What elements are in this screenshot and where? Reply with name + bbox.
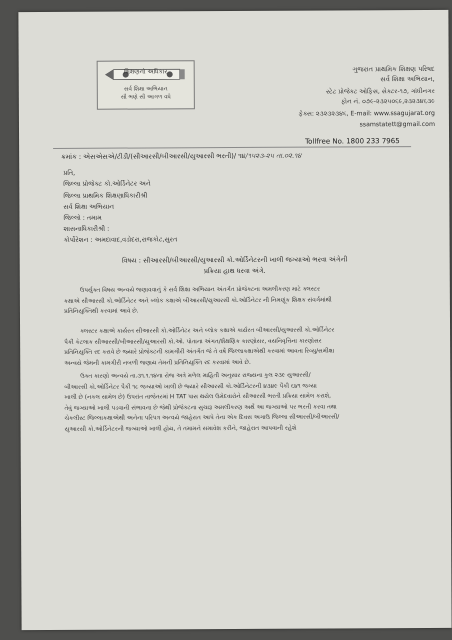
letter-page xyxy=(18,10,451,630)
reference-number xyxy=(61,152,301,162)
header-fax-email: ફેક્સ: ૨૩૨૩૨૩૪૬, E-mail: www.ssagujarat.org xyxy=(298,109,435,118)
logo-tagline: સૌ ભણે સૌ આગળ વધે xyxy=(120,94,171,101)
paragraph-1 xyxy=(64,284,416,318)
address-line: પ્રતિ, xyxy=(63,168,76,177)
header-phone: ફોન નં. ૦૭૯-૨૩૨૫૦૬૯,૨૩૨૩૪૬૩૯ xyxy=(340,97,435,106)
logo-subtitle: સર્વ શિક્ષા અભિયાન xyxy=(123,86,168,93)
paragraph-line: યુઆરસી કો.ઓર્ડિનેટરની જગ્યાઓ ખાલી હોય, તે તમામને સમાવેશ કરીને, જાહેરાત આપવાની રહેશે xyxy=(64,425,297,433)
address-line: જિલ્લા પ્રોજેક્ટ કો.ઓર્ડિનેટર અને xyxy=(63,179,151,188)
header-line-1: ગુજરાત પ્રાથમિક શિક્ષણ પરિષદ xyxy=(352,64,435,74)
logo-text: શિક્ષણનો અધિકાર xyxy=(123,68,168,76)
address-line: શાસનાધિકારીશ્રી : xyxy=(63,224,110,233)
paragraph-line: પૈકી કેટલાક સીઆરસી/બીઆરસી/યુઆરસી કો.ઓ. પોતાના અંગત/શૈક્ષણિક કારણોસર, વયનિવૃત્તિના કારણોસર xyxy=(64,338,322,346)
paragraph-line: અન્વયે જેમની કામગીરી નબળી જણાય તેમની પ્રતિનિયુક્તિ રદ કરવામાં આવે છે. xyxy=(64,359,251,367)
header-email: ssamstatett@gmail.com xyxy=(359,120,435,129)
address-line: કોર્પોરેશન : અમદાવાદ,વડોદરા,રાજકોટ,સુરત xyxy=(63,235,178,244)
header-line-2: સર્વ શિક્ષા અભિયાન, xyxy=(380,74,435,84)
reference-label: ક્રમાંક : એસએસએ/ટીડી/(સીઆરસી/બીઆરસી/યુઆરસી ભરતી)/ ૧૪ xyxy=(61,151,246,161)
address-line: જિલ્લો : તમામ xyxy=(63,213,102,222)
ssa-logo xyxy=(97,60,195,110)
address-line: જિલ્લા પ્રાથમિક શિક્ષણાધિકારીશ્રી xyxy=(63,191,148,200)
paragraph-line: બીઆરસી કો.ઓર્ડિનેટર પૈકી ૧૮ જગ્યાઓ ખાલી છે જ્યારે સીઆરસી કો.ઓર્ડિનેટરની ૪૩૪૯ પૈકી ૬૪૧ જગ્યા xyxy=(64,383,317,391)
header-rule xyxy=(53,146,411,149)
paragraph-3 xyxy=(64,370,416,435)
subject-line: વિષય : સીઆરસી/બીઆરસી/યુઆરસી કો.ઓર્ડિનેટરની ખાલી જગ્યાઓ ભરવા અંગેની xyxy=(121,255,348,265)
paragraph-line: ચેકલીસ્ટ જિલ્લાકક્ષાએથી અનેના પરિપત્ર અન્વયે જાહેરાત આપે તેના એક દિવસ અગાઉ જિલ્લા સીઆરસી/બીઆરસી/ xyxy=(64,414,340,423)
paragraph-line: તેવું જગ્યાઓ ખાલી પડવાની સંભાવના છે જેથી પ્રોજેક્ટના સુચારૂ અમલીકરણ અર્થે આ જગ્યાઓ પર ભરતી કરવા તથા xyxy=(64,404,337,412)
paragraph-line: ખાલી છે (નકલ સામેલ છે) ઉપરાંત તાજેતરમાં H TAT પાસ થયેલ ઉમેદવારોને સીઆરસી ભરતી પ્રક્રિયા સામેલ કરાશે, xyxy=(64,393,331,402)
paragraph-2 xyxy=(64,325,416,369)
reference-handwritten: /૧૫૨૩-૨૫ તા.૦૨.૧૪ xyxy=(245,151,302,160)
paragraph-line: ઉક્ત કારણો અન્વયે તા.૩૧.૧.૧૪ના રોજ અત્રે મળેલ માહિતી અનુસાર રાજ્યના કુલ ૨૩૯ યુઆરસી/ xyxy=(80,372,311,380)
paragraph-line: પ્રતિનિયુક્તિથી કરવામાં આવે છે. xyxy=(63,308,139,316)
subject-line: પ્રક્રિયા હાથ ધરવા અંગે. xyxy=(203,266,266,276)
address-line: સર્વ શિક્ષા અભિયાન xyxy=(63,202,115,211)
header-line-3: સ્ટેટ પ્રોજેક્ટ ઓફિસ, સેક્ટર-૧૭, ગાંધીનગર xyxy=(325,87,435,96)
paragraph-line: ક્લસ્ટર કક્ષાએ કાર્યરત સીઆરસી કો.ઓર્ડિનેટર અને બ્લોક કક્ષાએ કાર્યરત બીઆરસી/યુઆરસી કો.ઓર્ડિનેટર xyxy=(80,327,335,335)
paragraph-line: પ્રતિનિયુક્તિ રદ કરાવે છે જ્યારે પ્રોજેક્ટની કામગીરી અંતર્ગત જે તે વર્ષે જિલ્લાકક્ષાએથી કરવામાં આવતા રિવ્યુ/સમીક્ષા xyxy=(64,348,335,357)
paragraph-line: ઉપર્યુક્ત વિષય અન્વયે જણાવવાનું કે સર્વ શિક્ષા અભિયાન અંતર્ગત પ્રોજેક્ટના અમલીકરણ માટે ક્લસ્ટર xyxy=(79,286,320,294)
paragraph-line: કક્ષાએ સીઆરસી કો.ઓર્ડિનેટર અને બ્લોક કક્ષાએ બીઆરસી/યુઆરસી કો.ઓર્ડિનેટર ની નિમણૂંક શિક્ષક સંવર્ગમાંથી xyxy=(63,297,332,305)
tollfree-number: Tollfree No. 1800 233 7965 xyxy=(305,137,400,146)
